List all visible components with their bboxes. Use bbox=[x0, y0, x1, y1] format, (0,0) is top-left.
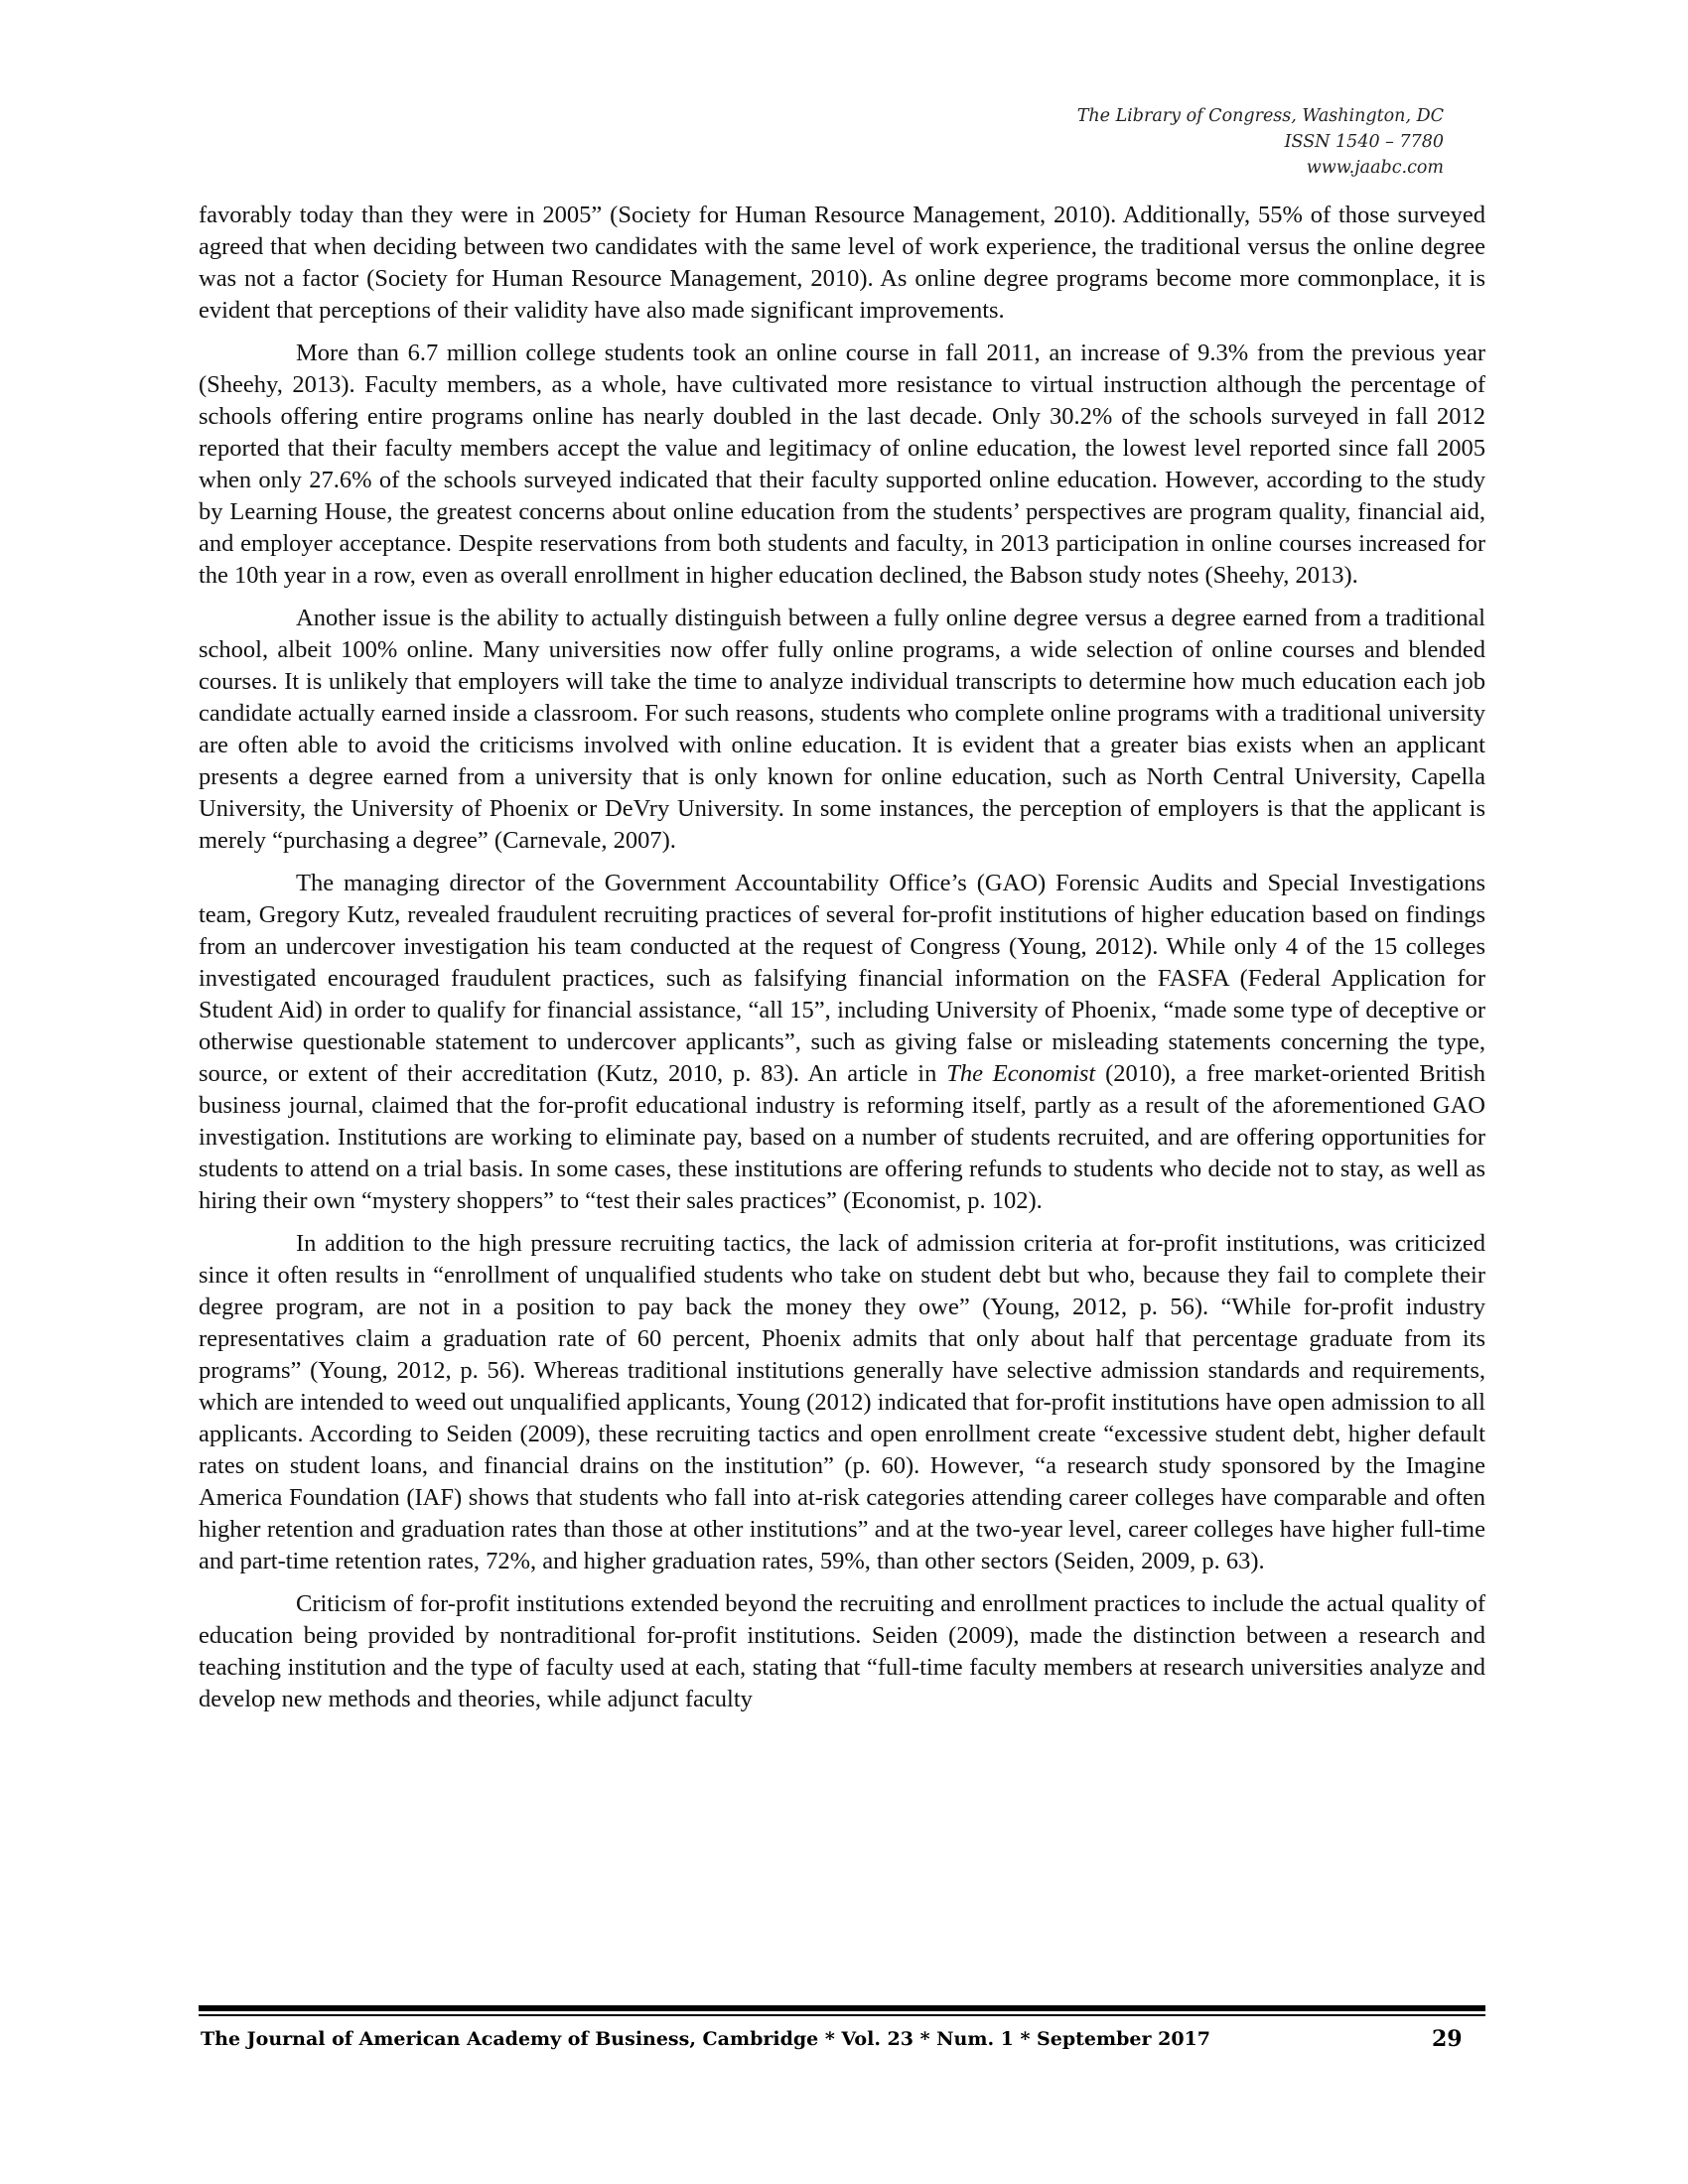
paragraph-education-quality: Criticism of for-profit institutions extended beyond the recruiting and enrollment practices to include the actual quality of education being provided by nontraditional for-profit institutions. Seiden (2009), made the distinction between a research and teaching institution and the type of faculty used at each, stating that “full-time faculty members at research universities analyze and develop new methods and theories, while adjunct faculty bbox=[199, 1590, 1485, 1712]
paragraph-text-before-title: The managing director of the Government Accountability Office’s (GAO) Forensic Audits and Special Investigations team, Gregory Kutz, revealed fraudulent recruiting practices of several for-profit institutions of higher education based on findings from an undercover investigation his team conducted at the request of Congress (Young, 2012). While only 4 of the 15 colleges investigated encouraged fraudulent practices, such as falsifying financial information on the FASFA (Federal Application for Student Aid) in order to qualify for financial assistance, “all 15”, including University of Phoenix, “made some type of deceptive or otherwise questionable statement to undercover applicants”, such as giving false or misleading statements concerning the type, source, or extent of their accreditation (Kutz, 2010, p. 83). An article in bbox=[199, 870, 1485, 1087]
running-header bbox=[1077, 103, 1444, 181]
paragraph-text-after-title: (2010), a free market-oriented British business journal, claimed that the for-profit educational industry is reforming itself, partly as a result of the aforementioned GAO investigation. Institutions are working to eliminate pay, based on a number of students recruited, and are offering opportunities for students to attend on a trial basis. In some cases, these institutions are offering refunds to students who decide not to stay, as well as hiring their own “mystery shoppers” to “test their sales practices” (Economist, p. 102). bbox=[199, 1060, 1485, 1214]
header-library-line: The Library of Congress, Washington, DC bbox=[1076, 106, 1444, 126]
paragraph-admission-criteria: In addition to the high pressure recruiting tactics, the lack of admission criteria at for-profit institutions, was criticized since it often results in “enrollment of unqualified students who take on student debt but who, because they fail to complete their degree program, are not in a position to pay back the money they owe” (Young, 2012, p. 56). “While for-profit industry representatives claim a graduation rate of 60 percent, Phoenix admits that only about half that percentage graduate from its programs” (Young, 2012, p. 56). Whereas traditional institutions generally have selective admission standards and requirements, which are intended to weed out unqualified applicants, Young (2012) indicated that for-profit institutions have open admission to all applicants. According to Seiden (2009), these recruiting tactics and open enrollment create “excessive student debt, higher default rates on student loans, and financial drains on the institution” (p. 60). However, “a research study sponsored by the Imagine America Foundation (IAF) shows that students who fall into at-risk categories attending career colleges have comparable and often higher retention and graduation rates than those at other institutions” and at the two-year level, career colleges have higher full-time and part-time retention rates, 72%, and higher graduation rates, 59%, than other sectors (Seiden, 2009, p. 63). bbox=[199, 1230, 1485, 1574]
article-body bbox=[199, 200, 1485, 1726]
paragraph-degree-distinction: Another issue is the ability to actually distinguish between a fully online degree versus a degree earned from a traditional school, albeit 100% online. Many universities now offer fully online programs, a wide selection of online courses and blended courses. It is unlikely that employers will take the time to analyze individual transcripts to determine how much education each job candidate actually earned inside a classroom. For such reasons, students who complete online programs with a traditional university are often able to avoid the criticisms involved with online education. It is evident that a greater bias exists when an applicant presents a degree earned from a university that is only known for online education, such as North Central University, Capella University, the University of Phoenix or DeVry University. In some instances, the perception of employers is that the applicant is merely “purchasing a degree” (Carnevale, 2007). bbox=[199, 605, 1485, 854]
paragraph-gao-investigation bbox=[199, 868, 1485, 1217]
page-number: 29 bbox=[1432, 2026, 1463, 2052]
footer-rule-thin bbox=[199, 2014, 1485, 2016]
header-website-line: www.jaabc.com bbox=[1306, 158, 1444, 178]
header-issn-line: ISSN 1540 – 7780 bbox=[1284, 132, 1444, 152]
footer-rule-thick bbox=[199, 2005, 1485, 2011]
footer-journal-citation: The Journal of American Academy of Business, Cambridge * Vol. 23 * Num. 1 * September 2017 bbox=[201, 2028, 1211, 2050]
paragraph-online-enrollment: More than 6.7 million college students took an online course in fall 2011, an increase of 9.3% from the previous year (Sheehy, 2013). Faculty members, as a whole, have cultivated more resistance to virtual instruction although the percentage of schools offering entire programs online has nearly doubled in the last decade. Only 30.2% of the schools surveyed in fall 2012 reported that their faculty members accept the value and legitimacy of online education, the lowest level reported since fall 2005 when only 27.6% of the schools surveyed indicated that their faculty supported online education. However, according to the study by Learning House, the greatest concerns about online education from the students’ perspectives are program quality, financial aid, and employer acceptance. Despite reservations from both students and faculty, in 2013 participation in online courses increased for the 10th year in a row, even as overall enrollment in higher education declined, the Babson study notes (Sheehy, 2013). bbox=[199, 340, 1485, 589]
paragraph-continuation: favorably today than they were in 2005” (Society for Human Resource Management, 2010). Additionally, 55% of those surveyed agreed that when deciding between two candidates with the same level of work experience, the traditional versus the online degree was not a factor (Society for Human Resource Management, 2010). As online degree programs become more commonplace, it is evident that perceptions of their validity have also made significant improvements. bbox=[199, 202, 1485, 324]
publication-title: The Economist bbox=[946, 1060, 1096, 1087]
